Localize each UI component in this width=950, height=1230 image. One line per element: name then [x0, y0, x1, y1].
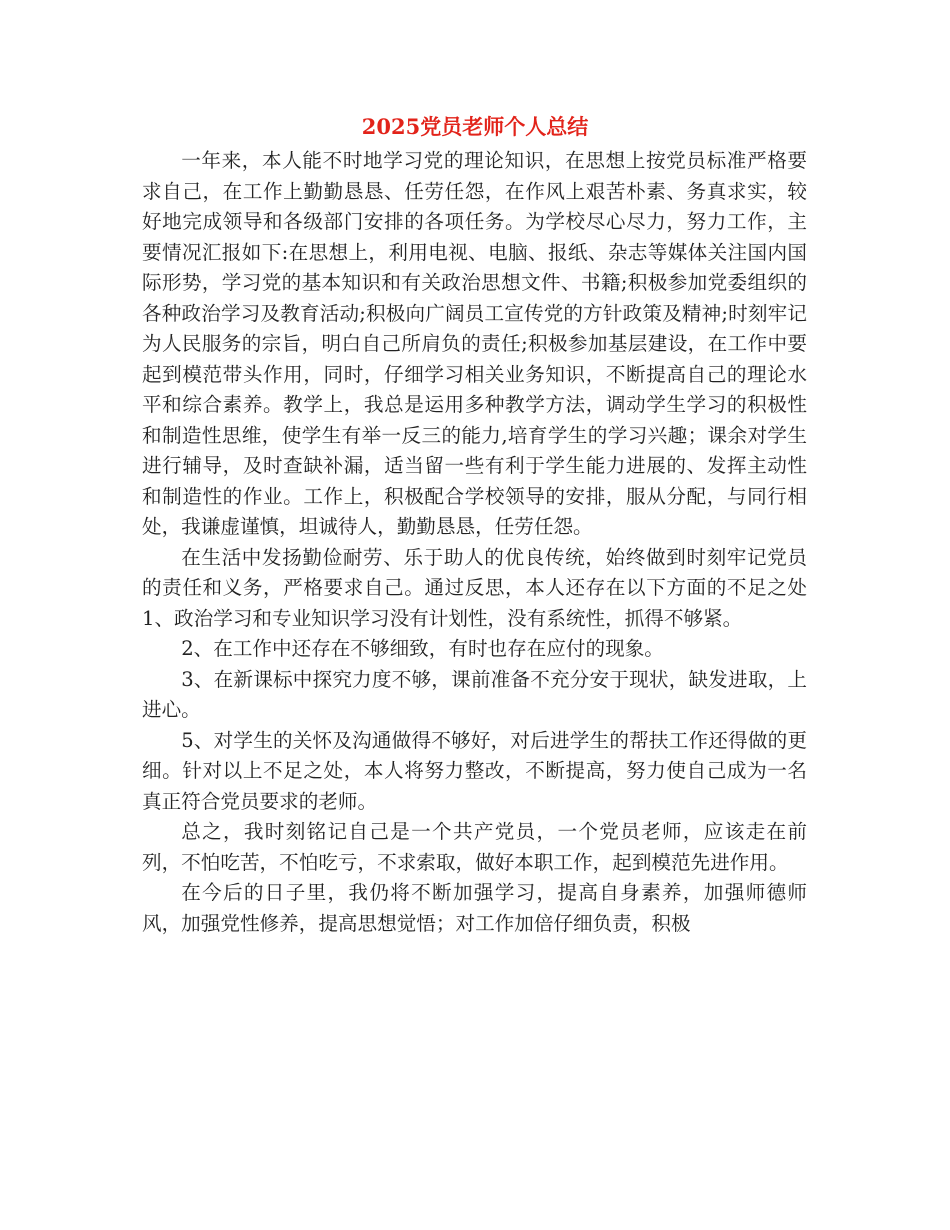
paragraph-2: 在生活中发扬勤俭耐劳、乐于助人的优良传统，始终做到时刻牢记党员的责任和义务，严格要求自己。通过反思，本人还存在以下方面的不足之处1、政治学习和专业知识学习没有计划性，没有系统性，抓得不够紧。: [142, 545, 807, 630]
document-title: 2025党员老师个人总结: [361, 114, 589, 139]
document-body: [142, 146, 807, 939]
paragraph-5: 5、对学生的关怀及沟通做得不够好，对后进学生的帮扶工作还得做的更细。针对以上不足之处，本人将努力整改，不断提高，努力使自己成为一名真正符合党员要求的老师。: [142, 728, 807, 813]
paragraph-1: 一年来，本人能不时地学习党的理论知识，在思想上按党员标准严格要求自己，在工作上勤勤恳恳、任劳任怨，在作风上艰苦朴素、务真求实，较好地完成领导和各级部门安排的各项任务。为学校尽心尽力，努力工作，主要情况汇报如下:在思想上，利用电视、电脑、报纸、杂志等媒体关注国内国际形势，学习党的基本知识和有关政治思想文件、书籍;积极参加党委组织的各种政治学习及教育活动;积极向广阔员工宣传党的方针政策及精神;时刻牢记为人民服务的宗旨，明白自己所肩负的责任;积极参加基层建设，在工作中要起到模范带头作用，同时，仔细学习相关业务知识，不断提高自己的理论水平和综合素养。教学上，我总是运用多种教学方法，调动学生学习的积极性和制造性思维，使学生有举一反三的能力,培育学生的学习兴趣；课余对学生进行辅导，及时查缺补漏，适当留一些有利于学生能力进展的、发挥主动性和制造性的作业。工作上，积极配合学校领导的安排，服从分配，与同行相处，我谦虚谨慎，坦诚待人，勤勤恳恳，任劳任怨。: [142, 149, 807, 538]
paragraph-7: 在今后的日子里，我仍将不断加强学习，提高自身素养，加强师德师风，加强党性修养，提高思想觉悟；对工作加倍仔细负责，积极: [142, 881, 807, 935]
paragraph-6: 总之，我时刻铭记自己是一个共产党员，一个党员老师，应该走在前列，不怕吃苦，不怕吃亏，不求索取，做好本职工作，起到模范先进作用。: [142, 820, 807, 874]
paragraph-3: 2、在工作中还存在不够细致，有时也存在应付的现象。: [181, 637, 664, 660]
paragraph-4: 3、在新课标中探究力度不够，课前准备不充分安于现状，缺发进取，上进心。: [142, 667, 807, 721]
